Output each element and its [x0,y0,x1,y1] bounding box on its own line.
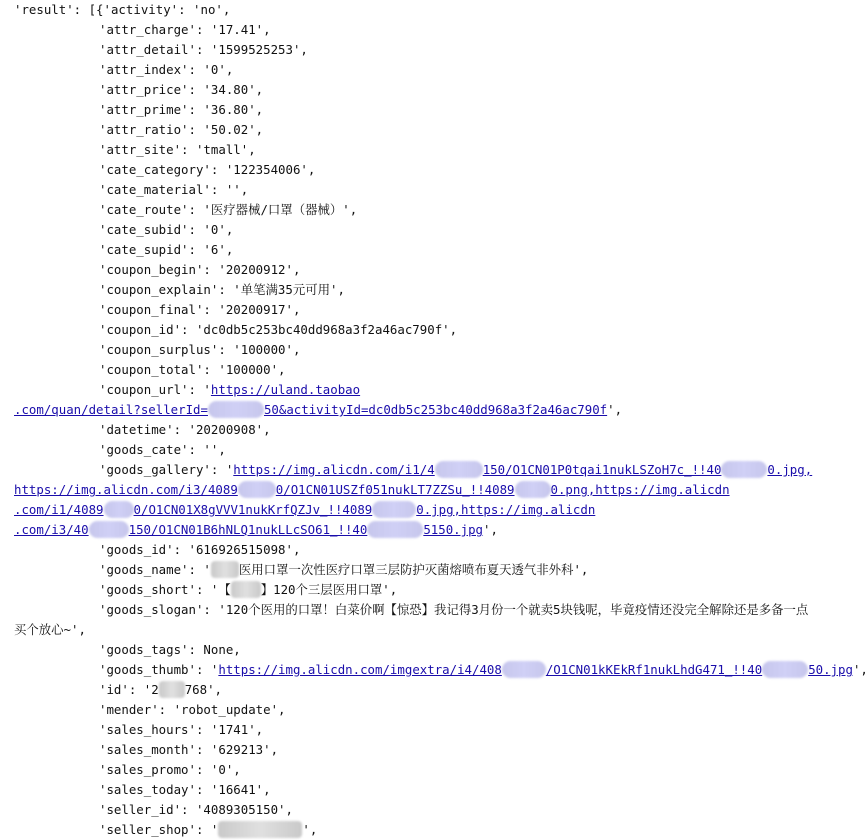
line-text: ', [607,402,623,417]
output-line: 'cate_category': '122354006', [99,162,316,177]
gallery-image-link[interactable]: 0.jpg,https://img.alicdn [416,502,596,517]
output-line [14,480,730,500]
output-line: 'attr_price': '34.80', [99,82,264,97]
output-line [99,820,317,840]
output-line [99,560,588,580]
line-text: 'id': '2 [99,682,159,697]
output-line: 'coupon_begin': '20200912', [99,262,301,277]
output-line: 'coupon_total': '100000', [99,362,286,377]
output-line: 'result': [{'activity': 'no', [14,2,231,17]
coupon-url-link[interactable]: 50&activityId=dc0db5c253bc40dd968a3f2a46ac790f [263,402,608,417]
redacted-block [367,521,423,538]
output-line: 'sales_hours': '1741', [99,722,264,737]
output-line: 'goods_slogan': '120个医用的口罩！白菜价啊【惊恐】我记得3月份一个就卖5块钱呢，毕竟疫情还没完全解除还是多备一点 [99,602,809,617]
line-text: 'goods_thumb': ' [99,662,219,677]
output-line: 'attr_prime': '36.80', [99,102,264,117]
output-line: 'seller_id': '4089305150', [99,802,293,817]
output-line: 'cate_supid': '6', [99,242,234,257]
output-line: 'coupon_final': '20200917', [99,302,301,317]
output-line [99,660,868,680]
line-text: 'seller_shop': ' [99,822,219,837]
redacted-block [238,481,276,498]
redacted-block [218,821,302,838]
line-text: 'coupon_url': ' [99,382,211,397]
gallery-image-link[interactable]: .com/i3/40 [14,522,89,537]
redacted-block [211,561,239,578]
output-line: 'goods_id': '616926515098', [99,542,301,557]
line-text: 'goods_gallery': ' [99,462,234,477]
output-line: 'attr_index': '0', [99,62,234,77]
output-line [99,680,222,700]
output-line: 'datetime': '20200908', [99,422,271,437]
redacted-block [89,521,129,538]
gallery-image-link[interactable]: 0.png,https://img.alicdn [550,482,730,497]
gallery-image-link[interactable]: 150/O1CN01P0tqai1nukLSZoH7c_!!40 [482,462,722,477]
output-line [99,580,397,600]
line-text: 768', [184,682,222,697]
thumb-image-link[interactable]: https://img.alicdn.com/imgextra/i4/408 [218,662,502,677]
redacted-block [435,461,483,478]
coupon-url-link[interactable]: .com/quan/detail?sellerId= [14,402,208,417]
output-line [14,520,498,540]
gallery-image-link[interactable]: 5150.jpg [423,522,484,537]
output-line: 'sales_today': '16641', [99,782,271,797]
gallery-image-link[interactable]: .com/i1/4089 [14,502,104,517]
redacted-block [104,501,134,518]
redacted-block [762,661,808,678]
output-line: 'cate_subid': '0', [99,222,234,237]
output-line: 'attr_ratio': '50.02', [99,122,264,137]
output-line: 'goods_cate': '', [99,442,226,457]
thumb-image-link[interactable]: /O1CN01kKEkRf1nukLhdG471_!!40 [545,662,763,677]
redacted-block [372,501,416,518]
output-line: 'attr_site': 'tmall', [99,142,256,157]
redacted-block [159,681,185,698]
output-line [99,460,812,480]
gallery-image-link[interactable]: 0/O1CN01USZf051nukLT7ZZSu_!!4089 [275,482,515,497]
gallery-image-link[interactable]: 0.jpg, [767,462,813,477]
gallery-image-link[interactable]: https://img.alicdn.com/i3/4089 [14,482,238,497]
thumb-image-link[interactable]: 50.jpg [808,662,853,677]
gallery-image-link[interactable]: 0/O1CN01X8gVVV1nukKrfQZJv_!!4089 [133,502,373,517]
output-line [14,500,595,520]
output-line [14,400,622,420]
output-line: 'coupon_surplus': '100000', [99,342,301,357]
line-text: 】120个三层医用口罩', [260,582,398,597]
output-line: 买个放心~', [14,622,86,637]
redacted-block [515,481,551,498]
line-text: ', [852,662,868,677]
output-line: 'cate_material': '', [99,182,249,197]
redacted-block [231,581,261,598]
output-line: 'coupon_explain': '单笔满35元可用', [99,282,345,297]
output-line: 'attr_charge': '17.41', [99,22,271,37]
output-line [99,380,360,400]
coupon-url-link[interactable]: https://uland.taobao [210,382,361,397]
output-line: 'sales_month': '629213', [99,742,279,757]
redacted-block [502,661,546,678]
line-text: ', [483,522,498,537]
output-line: 'coupon_id': 'dc0db5c253bc40dd968a3f2a46ac790f', [99,322,458,337]
output-line: 'sales_promo': '0', [99,762,241,777]
line-text: 'goods_name': ' [99,562,211,577]
line-text: 'goods_short': '【 [99,582,231,597]
gallery-image-link[interactable]: https://img.alicdn.com/i1/4 [233,462,435,477]
output-line: 'goods_tags': None, [99,642,241,657]
redacted-block [208,401,264,418]
line-text: 医用口罩一次性医疗口罩三层防护灭菌熔喷布夏天透气非外科', [238,562,589,577]
output-line: 'mender': 'robot_update', [99,702,286,717]
output-line: 'attr_detail': '1599525253', [99,42,308,57]
line-text: ', [302,822,318,837]
redacted-block [721,461,767,478]
gallery-image-link[interactable]: 150/O1CN01B6hNLQ1nukLLcSO61_!!40 [128,522,368,537]
output-line: 'cate_route': '医疗器械/口罩（器械）', [99,202,358,217]
